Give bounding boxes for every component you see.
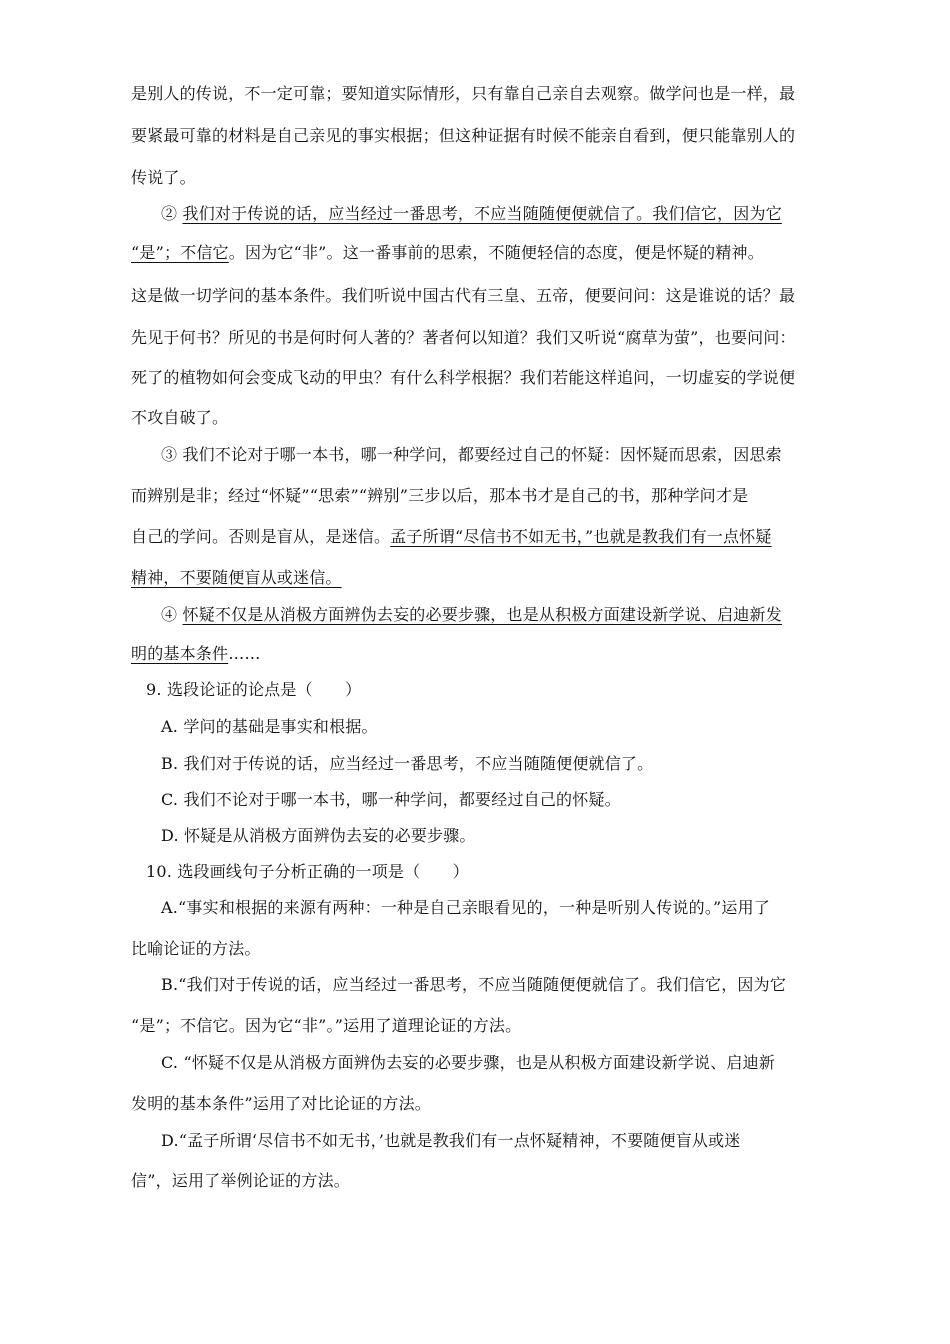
passage-text: 。因为它“非”。这一番事前的思索，不随便轻信的态度，便是怀疑的精神。 [228,243,764,262]
question-10-option-a: A.“事实和根据的来源有两种：一种是自己亲眼看见的，一种是听别人传说的。”运用了 [161,898,771,917]
underlined-sentence: “是”；不信它 [131,243,229,262]
question-10-option-c: C. “怀疑不仅是从消极方面辨伪去妄的必要步骤，也是从积极方面建设新学说、启迪新 [161,1053,776,1072]
passage-text: …… [228,644,261,663]
passage-text: 自己的学问。否则是盲从，是迷信。 [131,527,391,546]
underlined-sentence: 明的基本条件 [131,644,229,663]
paragraph-2-line-2 [131,241,764,265]
passage-text-line: 而辨别是非；经过“怀疑”“思索”“辨别”三步以后，那本书才是自己的书，那种学问才是 [131,486,749,505]
passage-text-line: 死了的植物如何会变成飞动的甲虫？有什么科学根据？我们若能这样追问，一切虚妄的学说便 [131,368,796,387]
question-10-option-d-cont: 信”，运用了举例论证的方法。 [131,1171,350,1190]
paragraph-3-line-4 [131,566,342,590]
question-9-option-b: B. 我们对于传说的话，应当经过一番思考，不应当随随便便就信了。 [161,754,654,773]
underlined-sentence: 精神，不要随便盲从或迷信。 [131,568,342,587]
question-10-option-d: D.“孟子所谓‘尽信书不如无书，’也就是教我们有一点怀疑精神，不要随便盲从或迷 [161,1131,741,1150]
question-10-option-b: B.“我们对于传说的话，应当经过一番思考，不应当随随便便就信了。我们信它，因为它 [161,975,787,994]
passage-text-line: 不攻自破了。 [131,408,229,427]
paragraph-marker: ② [161,204,178,223]
question-10-option-a-cont: 比喻论证的方法。 [131,939,261,958]
question-9-option-d: D. 怀疑是从消极方面辨伪去妄的必要步骤。 [161,826,476,845]
question-9-option-a: A. 学问的基础是事实和根据。 [161,717,378,736]
paragraph-4-line-1 [161,603,782,627]
underlined-sentence: 孟子所谓“尽信书不如无书，”也就是教我们有一点怀疑 [390,527,772,546]
paragraph-marker: ④ [161,605,178,624]
paragraph-3-line-3 [131,525,772,549]
paragraph-2-line-1 [161,202,782,226]
paragraph-4-line-2 [131,642,261,666]
passage-text-line: ③ 我们不论对于哪一本书，哪一种学问，都要经过自己的怀疑：因怀疑而思索，因思索 [161,445,782,464]
passage-text-line: 这是做一切学问的基本条件。我们听说中国古代有三皇、五帝，便要问问：这是谁说的话？最 [131,286,796,305]
question-10-stem: 10. 选段画线句子分析正确的一项是（ ） [146,862,469,881]
passage-text-line: 传说了。 [131,168,196,187]
underlined-sentence: 怀疑不仅是从消极方面辨伪去妄的必要步骤，也是从积极方面建设新学说、启迪新发 [182,605,782,624]
passage-text-line: 是别人的传说，不一定可靠；要知道实际情形，只有靠自己亲自去观察。做学问也是一样，最 [131,84,796,103]
question-10-option-c-cont: 发明的基本条件”运用了对比论证的方法。 [131,1094,431,1113]
question-9-option-c: C. 我们不论对于哪一本书，哪一种学问，都要经过自己的怀疑。 [161,790,621,809]
question-9-stem: 9. 选段论证的论点是（ ） [146,680,362,699]
question-10-option-b-cont: “是”；不信它。因为它“非”。”运用了道理论证的方法。 [131,1016,522,1035]
passage-text-line: 先见于何书？所见的书是何时何人著的？著者何以知道？我们又听说“腐草为萤”，也要问问： [131,328,796,347]
passage-text-line: 要紧最可靠的材料是自己亲见的事实根据；但这种证据有时候不能亲自看到，便只能靠别人的 [131,126,796,145]
underlined-sentence: 我们对于传说的话，应当经过一番思考，不应当随随便便就信了。我们信它，因为它 [182,204,782,223]
